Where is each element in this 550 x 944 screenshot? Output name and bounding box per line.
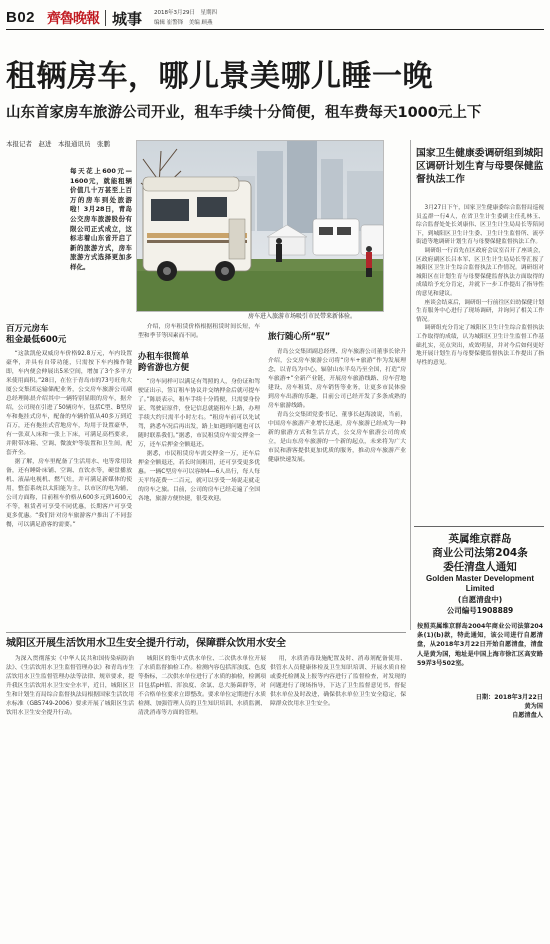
article-column-3 [268, 348, 406, 628]
paragraph: 青岛公交集团党委书记、董事长赵海波说，当前，中国房车旅游产业增长迅速，房车旅游已经成为一种新的旅游方式和生活方式，公交房车旅游公司的成立，是山东房车旅游的一个新的起点，未来将为广大市民和游客提供更加优质的服务，推动房车旅游产业健康快速发展。 [268, 412, 406, 463]
bottom-column-2 [138, 655, 266, 725]
article-column-2 [138, 378, 260, 628]
header-divider [105, 10, 106, 26]
main-subheadline: 山东首家房车旅游公司开业，租车手续十分简便，租车费每天1000元上下 [6, 105, 482, 121]
liquidation-notice [417, 532, 543, 616]
notice-english-name: Golden Master Development Limited [425, 574, 535, 593]
notice-line-5: 公司编号1908889 [446, 606, 514, 615]
notice-line-3: 委任清盘人通知 [443, 561, 517, 573]
notice-line-1: 英属维京群岛 [448, 533, 512, 545]
lead-paragraph: 每天花上600元—1600元，就能租辆价值几十万甚至上百万的房车到处旅游啦！3月28日，青岛公交房车旅游股份有限公司正式成立，这标志着山东省开启了新的旅游方式，房车旅游方式选择更加多样化。 [70, 167, 132, 271]
rv-photo [136, 140, 384, 312]
notice-line-4: (自愿清盘中) [457, 595, 503, 604]
paragraph: 3月27日下午，国家卫生健康委综合监督局巡视员孟群一行4人，在省卫生计生委副主任孔林玉、综合监督处处长刘康伟、区卫生计生局局长等陪同下，到城阳区卫生计生委、卫生计生监督所、流亭街道等地调研计划生育与母婴保健监督执法工作。 [416, 205, 544, 246]
notice-date: 日期：2018年3月22日 [475, 694, 543, 701]
newspaper-logo: 齊魯晚報 [47, 11, 99, 27]
bottom-divider [6, 632, 406, 633]
paragraph: 据了解，房车里配备了生活用水、电等常用设备，还有睡卧床铺、空调、直饮水等，硬盘播放机、液晶电视机、燃气灶，并可满足新媒体的使用，整套系统以太阳能为主，以市区的电为辅，公司方面称，目前租车价格从600多元到1600元不等，租赁者可享受不同优惠，长期客户可享受更多优惠。“我们针对房车旅游客户推出了不同套餐，可以满足游客的需要。” [6, 459, 132, 528]
editor-credits: 编辑 崔警锋 美编 顾燕 [154, 20, 213, 26]
column-rule [410, 140, 411, 630]
paragraph: 用，水质消毒设施配置及时、消毒剂配备使用、供管水人员健康体检及卫生知识培训、开展水质自检或委托检测及上报等内容进行了监督检查，对发现的问题进行了现场指导，下达了卫生监督意见书，督促供水单位及时改进，确保供水单位卫生安全稳定，保障群众饮用水卫生安全。 [270, 656, 406, 707]
notice-line-2: 商业公司法第204条 [432, 547, 528, 559]
section-title-1: 百万元房车 租金最低600元 [6, 324, 67, 345]
notice-signer: 黄为国 [524, 703, 543, 711]
issue-date: 2018年3月29日 星期四 [154, 10, 217, 16]
paragraph: 调研组充分肯定了城阳区卫生计生综合监督执法工作取得的成绩，认为城阳区卫生计生监督工作基础扎实，亮点突出，成效明显，并对今后如何更好地开展计划生育与母婴保健监督执法工作提出了指导性的意见。 [416, 325, 544, 366]
bottom-article-title: 城阳区开展生活饮用水卫生安全提升行动，保障群众饮用水安全 [6, 638, 286, 649]
paragraph: 青岛公交集团副总经理、房车旅游公司董事长徐升介绍，公交房车旅游公司将“房车+旅游”作为发展理念，以青岛为中心，辐射山东半岛乃至全国，打造“房车旅游+”全新产业链，开展房车旅游线路、房车营地建设、房车租赁、房车销售等业务，让更多市民体验到房车出游的乐趣，目前公司已经开发了多条成熟的房车旅游线路。 [268, 349, 406, 409]
paragraph: 座谈会结束后，调研组一行前往区妇幼保健计划生育服务中心进行了现场调研，并询问了相关工作情况。 [416, 299, 544, 323]
paragraph: “房车同样可以满足有驾照的人，身份证和驾驶证出示，签订租车协议并交纳押金后就可提车了。”陈晨表示，租车手续十分简便，只需要身份证、驾驶证原件，登记信息就能租车上路，办理手续大约只需半小时左右。“租房车前可以先试驾，熟悉车况后再出发，路上如遇到问题也可以随时联系我们。”据悉，市民租赁房车需交押金一万，还车后押金全额退还。 [138, 379, 260, 448]
page-number: B02 [6, 9, 36, 26]
paragraph: 据悉，市民租赁房车需交押金一万，还车后押金全额退还，若长时间租用，还可享受更多优惠。一辆C型房车可以容纳4—6人出行，每人每天平均花费一二百元，就可以享受一场说走就走的房车之旅。目前，公司的房车已经走遍了全国各地，旅游方便快捷，很受欢迎。 [138, 451, 260, 502]
paragraph: 为深入贯彻落实《中华人民共和国传染病防治法》、《生活饮用水卫生监督管理办法》和青岛市生活饮用水卫生监督管理办法等法律、规章要求，提升我区生活饮用水卫生安全水平，近日，城阳区卫生和计划生育局综合监督执法局根据国家生活饮用水标准（GB5749-2006）要求开展了城阳区生活饮用水卫生安全提升行动。 [6, 656, 134, 716]
notice-body: 按照英属维京群岛2004年商业公司法第204条(1)(b)款，特此通知，该公司进行自愿清盘，从2018年3月22日开始自愿清盘，清盘人是黄为国，地址是中国上海市徐汇区高安路59弄3号502室。 [417, 623, 543, 667]
bottom-column-1 [6, 655, 134, 725]
section-name: 城事 [112, 10, 143, 28]
right-article-title: 国家卫生健康委调研组到城阳区调研计划生育与母婴保健监督执法工作 [416, 148, 544, 185]
page-header [6, 6, 544, 30]
paragraph: 调研组一行首先在区政府会议室召开了座谈会，区政府副区长吕本军、区卫生计生局局长等汇报了城阳区卫生计生综合监督执法工作情况。调研组对城阳区在计划生育与母婴保健监督执法方面取得的成绩给予充分肯定，并就下一步工作提出了指导性的意见和建议。 [416, 247, 544, 297]
right-article-body [416, 204, 544, 522]
notice-signer-role: 自愿清盘人 [512, 712, 543, 720]
paragraph: “这款凯伦双威房车价格92.8万元，车内设置豪华，并具有自带功能，只需按下车内操作键即，车内便会伸展出5米空间，增加了3个多平方米使用面积。”28日，在位于青岛市的73号旺角大厦公交集团运输储配业务，公交房车旅游公司副总经理陈晨介绍其中一辆特别显眼的房车，据介绍，公司现在引进了50辆房车，包括C型、B型房车和拖挂式房车，配备的车辆价值从40多万到近百万，还有拖挂式营地房车，均用于设置豪华，有一张双人床和一张上下床，可满足高档要求，并附带冰箱、空调、微波炉等装置和卫生间，配套齐全。 [6, 351, 132, 456]
section-title-3: 旅行随心所“驭” [268, 332, 331, 342]
article-column-1 [6, 350, 132, 628]
paragraph: 介绍，房车租赁价格根据租赁时间长短，车型和季节等因素而不同。 [138, 324, 260, 339]
notice-rule [414, 526, 544, 527]
bottom-column-3 [270, 655, 406, 725]
photo-caption: 房车进入旅游市场吸引市民带来新体验。 [248, 313, 357, 320]
notice-signature [470, 693, 543, 721]
article-column-2-top [138, 323, 260, 350]
byline: 本报记者 赵进 本报通讯员 张鹏 [6, 140, 110, 148]
section-title-2: 办租车很简单 跨省游也方便 [138, 352, 190, 373]
paragraph: 城阳区的集中式供水单位、二次供水单位开展了水质监督抽检工作。检测内容包括浑浊度、色度等指标，二次供水单位进行了水质的抽检，检测项目包括pH值、浑浊度、余氯、总大肠菌群等，对不合格单位要求立即整改。要求单位定期进行水质检测、加强管理人员的卫生知识培训、水质监测、清洗消毒等方面的管理。 [138, 656, 266, 716]
main-headline: 租辆房车，哪儿景美哪儿睡一晚 [6, 59, 433, 94]
